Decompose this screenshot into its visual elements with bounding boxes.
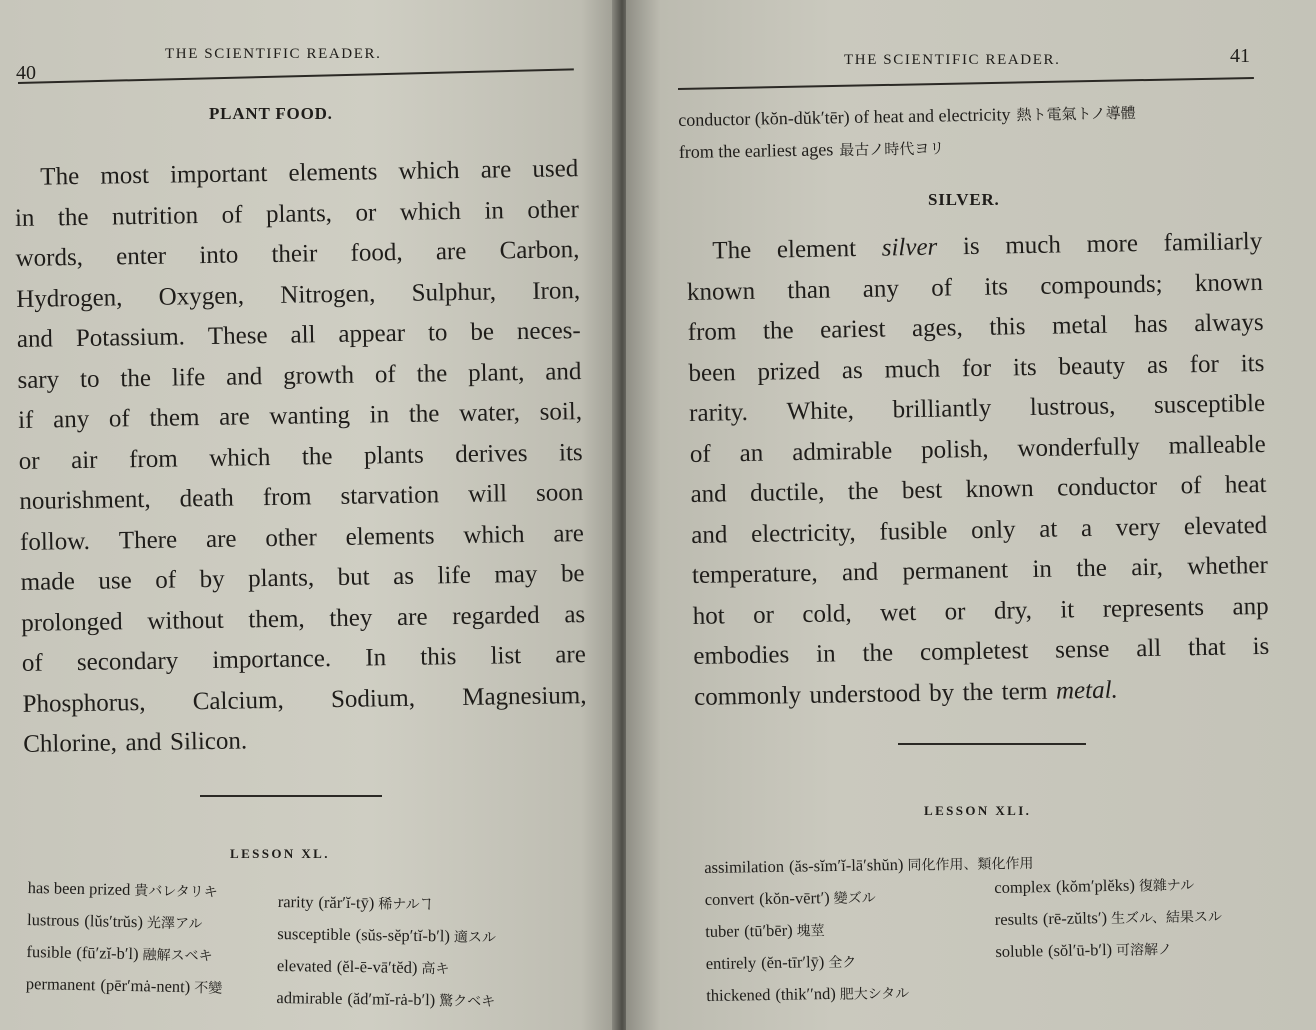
word: any bbox=[52, 406, 90, 434]
word: admirable bbox=[792, 437, 893, 466]
word: Silicon. bbox=[169, 727, 248, 756]
word: of bbox=[108, 405, 130, 433]
word: use bbox=[98, 567, 132, 595]
word: embodies bbox=[693, 641, 790, 671]
word: has bbox=[1134, 310, 1168, 339]
word: its bbox=[984, 273, 1009, 301]
word: sense bbox=[1054, 635, 1110, 664]
word: Nitrogen, bbox=[280, 280, 376, 309]
word: plants, bbox=[265, 199, 333, 228]
word: in bbox=[1032, 555, 1053, 584]
word: plants bbox=[363, 441, 424, 470]
line-text: conductor (kŏn-dŭk′tēr) of heat and electricity bbox=[678, 103, 1011, 130]
word: important bbox=[169, 160, 268, 189]
word: are bbox=[218, 403, 250, 432]
right-page bbox=[626, 0, 1316, 1030]
word: its bbox=[1012, 353, 1037, 382]
vocab-pron: (ĕn-tīr′lȳ) bbox=[761, 952, 825, 973]
word: in bbox=[369, 401, 390, 429]
word: and bbox=[690, 480, 727, 509]
word: life bbox=[171, 363, 206, 392]
word: permanent bbox=[902, 556, 1009, 586]
word: a bbox=[1080, 514, 1093, 542]
word: in bbox=[484, 197, 505, 225]
word: nourishment, bbox=[19, 486, 151, 516]
word: more bbox=[1086, 230, 1139, 259]
word: which bbox=[209, 443, 271, 472]
word: are bbox=[480, 156, 512, 184]
word: There bbox=[118, 526, 178, 555]
word: words, bbox=[15, 244, 84, 273]
word: by bbox=[199, 565, 225, 594]
word: very bbox=[1115, 513, 1161, 542]
vocab-entry bbox=[994, 867, 1295, 904]
word: the bbox=[301, 442, 333, 471]
word: The bbox=[712, 237, 752, 265]
vocab-word: assimilation bbox=[704, 856, 785, 877]
left-page bbox=[0, 0, 618, 1030]
section-divider bbox=[200, 795, 382, 797]
word: elements bbox=[345, 522, 435, 551]
word: metal bbox=[1051, 311, 1108, 340]
vocab-pron: (fū′zĭ-b′l) bbox=[76, 942, 139, 964]
header-rule bbox=[18, 68, 574, 84]
word: Sulphur, bbox=[411, 278, 497, 307]
word: importance. bbox=[212, 645, 332, 675]
body-paragraph bbox=[686, 222, 1270, 718]
word: its bbox=[558, 438, 583, 467]
word: malleable bbox=[1168, 430, 1267, 460]
word: element bbox=[776, 235, 857, 264]
vocab-entry bbox=[995, 899, 1296, 936]
word: understood bbox=[809, 679, 921, 709]
word: familiarly bbox=[1163, 228, 1263, 257]
word: These bbox=[207, 322, 268, 351]
word: other bbox=[527, 195, 580, 224]
word: susceptible bbox=[1153, 390, 1266, 420]
word: which bbox=[398, 157, 460, 186]
vocab-jp: 同化作用、類化作用 bbox=[907, 855, 1034, 874]
word: of bbox=[21, 649, 43, 678]
word: its bbox=[1240, 349, 1265, 378]
word: and bbox=[545, 357, 582, 386]
vocab-word: has been prized bbox=[27, 877, 131, 899]
word: death bbox=[179, 484, 235, 513]
word: compounds; bbox=[1040, 270, 1163, 300]
word: Hydrogen, bbox=[16, 284, 123, 313]
word: which bbox=[399, 197, 462, 226]
word: used bbox=[532, 155, 579, 184]
word: this bbox=[420, 643, 457, 671]
word: the bbox=[1076, 554, 1108, 583]
word: from bbox=[687, 318, 737, 347]
word: of bbox=[1180, 472, 1202, 500]
line-gloss: 最古ノ時代ヨリ bbox=[839, 138, 945, 159]
word: other bbox=[265, 524, 317, 552]
word: may bbox=[494, 561, 538, 589]
vocab-entry bbox=[706, 975, 996, 1012]
word: soil, bbox=[539, 398, 583, 427]
vocab-word: rarity bbox=[277, 891, 314, 912]
word: of bbox=[155, 566, 177, 595]
page-number: 40 bbox=[16, 62, 36, 84]
vocab-pron: (thik′′nd) bbox=[775, 983, 836, 1004]
word: known bbox=[686, 277, 756, 306]
word: are bbox=[555, 641, 587, 669]
word: soon bbox=[535, 479, 584, 508]
word: dry, bbox=[993, 596, 1033, 625]
vocab-entry bbox=[277, 918, 577, 954]
word: air, bbox=[1131, 553, 1164, 582]
word: the bbox=[962, 678, 994, 706]
vocab-entry bbox=[705, 911, 995, 948]
word: elements bbox=[288, 158, 378, 187]
vocab-entry bbox=[27, 904, 278, 941]
running-head: THE SCIENTIFIC READER. bbox=[165, 46, 382, 62]
word: only bbox=[970, 516, 1016, 544]
vocab-jp: 貴バレタリキ bbox=[134, 883, 218, 901]
word: to bbox=[79, 365, 100, 393]
word: made bbox=[20, 568, 76, 597]
word: as bbox=[1146, 351, 1169, 379]
lesson-title: LESSON XL. bbox=[230, 846, 330, 861]
line-text: from the earliest ages bbox=[678, 138, 834, 162]
vocab-entry bbox=[27, 872, 278, 909]
word: and bbox=[841, 558, 879, 587]
word: most bbox=[100, 162, 150, 190]
word: their bbox=[271, 240, 318, 269]
word: rarity. bbox=[688, 399, 749, 428]
page-number: 41 bbox=[1230, 45, 1250, 67]
vocab-word: susceptible bbox=[277, 923, 351, 945]
line-gloss: 熱ト電氣トノ導體 bbox=[1016, 103, 1136, 124]
word: Potassium. bbox=[75, 323, 186, 353]
word: Oxygen, bbox=[158, 282, 245, 311]
word: derives bbox=[455, 439, 528, 468]
vocab-list bbox=[26, 872, 278, 1005]
word: and bbox=[125, 729, 162, 757]
word: or bbox=[18, 447, 40, 475]
vocab-jp: 不變 bbox=[194, 980, 223, 997]
word: will bbox=[467, 480, 508, 509]
word: of bbox=[374, 360, 396, 389]
word: wet bbox=[879, 598, 917, 627]
word: any bbox=[862, 275, 900, 303]
word: them, bbox=[248, 605, 305, 634]
vocab-word: entirely bbox=[705, 953, 757, 973]
word: as bbox=[392, 563, 415, 591]
vocab-entry bbox=[26, 968, 277, 1005]
vocab-entry bbox=[995, 931, 1296, 968]
word: are bbox=[396, 603, 428, 631]
word: whether bbox=[1187, 552, 1269, 581]
word: follow. bbox=[19, 527, 91, 556]
word: into bbox=[199, 241, 239, 270]
vocab-entry bbox=[278, 886, 578, 922]
word: brilliantly bbox=[892, 394, 992, 424]
vocab-jp: 稀ナルヿ bbox=[378, 896, 434, 914]
word: be bbox=[470, 318, 495, 347]
word: which bbox=[463, 520, 525, 549]
word: that bbox=[1187, 633, 1226, 662]
word: are bbox=[553, 519, 585, 548]
word: at bbox=[1039, 515, 1058, 543]
word: much bbox=[1005, 231, 1062, 260]
word: fusible bbox=[879, 517, 948, 546]
vocab-jp: 變ズル bbox=[833, 890, 876, 907]
vocab-entry bbox=[706, 943, 996, 980]
word: anp bbox=[1232, 592, 1269, 621]
vocab-pron: (sŏl′ū-b′l) bbox=[1047, 939, 1113, 961]
vocab-pron: (kŏn-vērt′) bbox=[759, 888, 830, 909]
word: Magnesium, bbox=[462, 681, 587, 711]
word: ductile, bbox=[749, 478, 825, 508]
word: In bbox=[365, 644, 387, 672]
vocab-pron: (ăs-sĭm′ĭ-lā′shŭn) bbox=[788, 854, 904, 876]
word: polish, bbox=[920, 435, 989, 464]
vocab-jp: 適スル bbox=[453, 929, 497, 947]
word: the bbox=[862, 639, 894, 668]
word: for bbox=[1189, 350, 1220, 378]
vocab-entry bbox=[276, 982, 576, 1018]
word: is bbox=[962, 233, 980, 261]
word: beauty bbox=[1058, 352, 1126, 381]
word: Chlorine, bbox=[23, 729, 118, 759]
word: and bbox=[691, 521, 728, 549]
vocab-list bbox=[994, 867, 1296, 968]
vocab-pron: (kŏm′plĕks) bbox=[1055, 875, 1136, 896]
vocab-jp: 可溶解ノ bbox=[1115, 941, 1173, 959]
vocab-jp: 光澤アル bbox=[146, 915, 203, 933]
word: completest bbox=[919, 637, 1029, 667]
word: all bbox=[290, 321, 316, 349]
word: but bbox=[337, 563, 370, 592]
word: starvation bbox=[340, 481, 440, 511]
word: they bbox=[329, 604, 373, 632]
word: the bbox=[847, 477, 879, 506]
word: in bbox=[815, 640, 836, 669]
word: as bbox=[841, 356, 863, 385]
vocab-pron: (lŭs′trŭs) bbox=[84, 911, 144, 932]
word: lustrous, bbox=[1029, 392, 1116, 422]
vocab-word: elevated bbox=[276, 955, 332, 976]
word: for bbox=[961, 354, 992, 382]
word: all bbox=[1136, 635, 1162, 663]
vocab-jp: 塊莖 bbox=[796, 923, 825, 940]
vocab-pron: (tū′bēr) bbox=[744, 920, 793, 941]
word: or bbox=[944, 597, 966, 626]
word: it bbox=[1060, 596, 1075, 624]
word: secondary bbox=[76, 647, 179, 677]
vocab-pron: (ĕl-ē-vā′tĕd) bbox=[336, 956, 418, 977]
word: known bbox=[1194, 268, 1264, 297]
word: appear bbox=[338, 320, 406, 349]
word: wonderfully bbox=[1017, 432, 1140, 462]
running-head: THE SCIENTIFIC READER. bbox=[844, 52, 1061, 68]
vocab-word: permanent bbox=[25, 973, 96, 995]
word: them bbox=[149, 404, 200, 433]
vocab-word: soluble bbox=[995, 941, 1044, 961]
word: are bbox=[435, 238, 467, 266]
word: The bbox=[40, 163, 80, 191]
word: from bbox=[262, 483, 312, 512]
word: nutrition bbox=[111, 201, 199, 231]
word: silver bbox=[881, 233, 938, 262]
vocab-jp: 生ズル、結果スル bbox=[1110, 909, 1223, 927]
word: eariest bbox=[819, 315, 886, 344]
word: best bbox=[901, 476, 943, 505]
text-line bbox=[694, 667, 1271, 718]
word: growth bbox=[282, 361, 355, 390]
vocab-pron: (ăd′mĭ-rȧ-b′l) bbox=[347, 988, 436, 1010]
word: metal. bbox=[1055, 676, 1119, 705]
word: term bbox=[1001, 677, 1048, 706]
word: enter bbox=[115, 242, 167, 271]
word: Iron, bbox=[532, 276, 581, 305]
vocab-word: fusible bbox=[26, 941, 72, 962]
word: commonly bbox=[693, 681, 802, 711]
vocab-pron: (pēr′mȧ-nent) bbox=[100, 975, 191, 997]
word: conductor bbox=[1056, 473, 1158, 502]
vocab-list bbox=[276, 886, 578, 1018]
word: always bbox=[1193, 309, 1264, 338]
word: plant, bbox=[467, 358, 525, 387]
word: been bbox=[688, 358, 736, 387]
word: White, bbox=[786, 397, 855, 426]
word: the bbox=[416, 359, 448, 388]
vocab-pron: (rē-zŭlts′) bbox=[1042, 908, 1108, 929]
vocab-jp: 高キ bbox=[421, 961, 450, 978]
vocab-word: tuber bbox=[705, 921, 740, 941]
word: be bbox=[560, 560, 585, 588]
word: is bbox=[1252, 633, 1270, 661]
word: elevated bbox=[1183, 511, 1268, 541]
word: prized bbox=[757, 357, 821, 386]
word: of bbox=[930, 274, 953, 302]
word: of bbox=[689, 440, 711, 468]
word: neces- bbox=[516, 317, 581, 346]
section-heading: SILVER. bbox=[928, 190, 1000, 209]
word: the bbox=[762, 317, 794, 345]
word: the bbox=[57, 203, 89, 232]
section-heading: PLANT FOOD. bbox=[209, 104, 333, 123]
word: represents bbox=[1102, 593, 1205, 623]
vocab-word: thickened bbox=[706, 984, 771, 1005]
vocab-jp: 復雜ナル bbox=[1138, 877, 1195, 895]
word: Carbon, bbox=[499, 236, 580, 265]
word: the bbox=[120, 364, 152, 393]
text-line bbox=[23, 716, 588, 765]
word: regarded bbox=[452, 601, 540, 630]
vocab-pron: (sŭs-sĕp′tĭ-b′l) bbox=[355, 925, 451, 946]
word: Sodium, bbox=[330, 684, 416, 713]
vocab-pron: (răr′ĭ-tȳ) bbox=[318, 892, 375, 913]
word: plants, bbox=[247, 564, 315, 593]
vocab-entry bbox=[705, 879, 995, 916]
header-rule bbox=[678, 77, 1254, 90]
word: or bbox=[355, 199, 377, 227]
word: than bbox=[787, 276, 831, 304]
vocab-jp: 驚クベキ bbox=[439, 993, 496, 1011]
word: from bbox=[128, 445, 178, 473]
vocab-entry bbox=[704, 847, 1034, 884]
word: list bbox=[490, 642, 522, 670]
word: electricity, bbox=[750, 518, 856, 548]
word: are bbox=[205, 525, 237, 553]
word: this bbox=[989, 313, 1026, 341]
word: as bbox=[564, 600, 586, 629]
vocab-jp: 肥大シタル bbox=[839, 985, 910, 1003]
word: temperature, bbox=[691, 560, 818, 590]
word: if bbox=[17, 406, 34, 435]
word: known bbox=[965, 475, 1034, 504]
word: ages, bbox=[911, 314, 963, 343]
word: or bbox=[752, 601, 775, 629]
continued-vocab bbox=[678, 94, 1239, 168]
vocab-entry bbox=[26, 936, 277, 973]
word: and bbox=[225, 362, 263, 391]
word: sary bbox=[17, 366, 60, 394]
word: heat bbox=[1224, 471, 1267, 499]
vocab-entry bbox=[277, 950, 577, 986]
word: food, bbox=[350, 239, 403, 267]
word: Phosphorus, bbox=[22, 688, 146, 718]
word: of bbox=[221, 201, 243, 229]
word: wanting bbox=[269, 402, 351, 431]
word: water, bbox=[458, 399, 521, 428]
word: by bbox=[928, 679, 955, 707]
lesson-title: LESSON XLI. bbox=[924, 803, 1032, 818]
word: air bbox=[70, 446, 98, 474]
word: prolonged bbox=[21, 608, 123, 637]
word: Calcium, bbox=[192, 686, 284, 716]
vocab-word: convert bbox=[704, 889, 755, 909]
vocab-word: admirable bbox=[276, 987, 343, 1008]
word: life bbox=[437, 562, 472, 590]
vocab-word: lustrous bbox=[26, 909, 80, 930]
body-paragraph bbox=[14, 149, 587, 765]
vocab-word: complex bbox=[994, 877, 1052, 897]
word: the bbox=[408, 400, 440, 429]
word: without bbox=[147, 606, 224, 635]
word: to bbox=[427, 319, 448, 347]
word: cold, bbox=[802, 599, 852, 628]
vocab-word: results bbox=[994, 909, 1039, 929]
word: and bbox=[16, 325, 54, 354]
word: in bbox=[14, 204, 35, 232]
word: much bbox=[884, 355, 941, 384]
vocab-jp: 全ク bbox=[828, 954, 857, 972]
word: an bbox=[739, 439, 764, 467]
word: hot bbox=[692, 602, 725, 630]
vocab-jp: 融解スベキ bbox=[142, 947, 213, 965]
section-divider bbox=[898, 743, 1086, 745]
